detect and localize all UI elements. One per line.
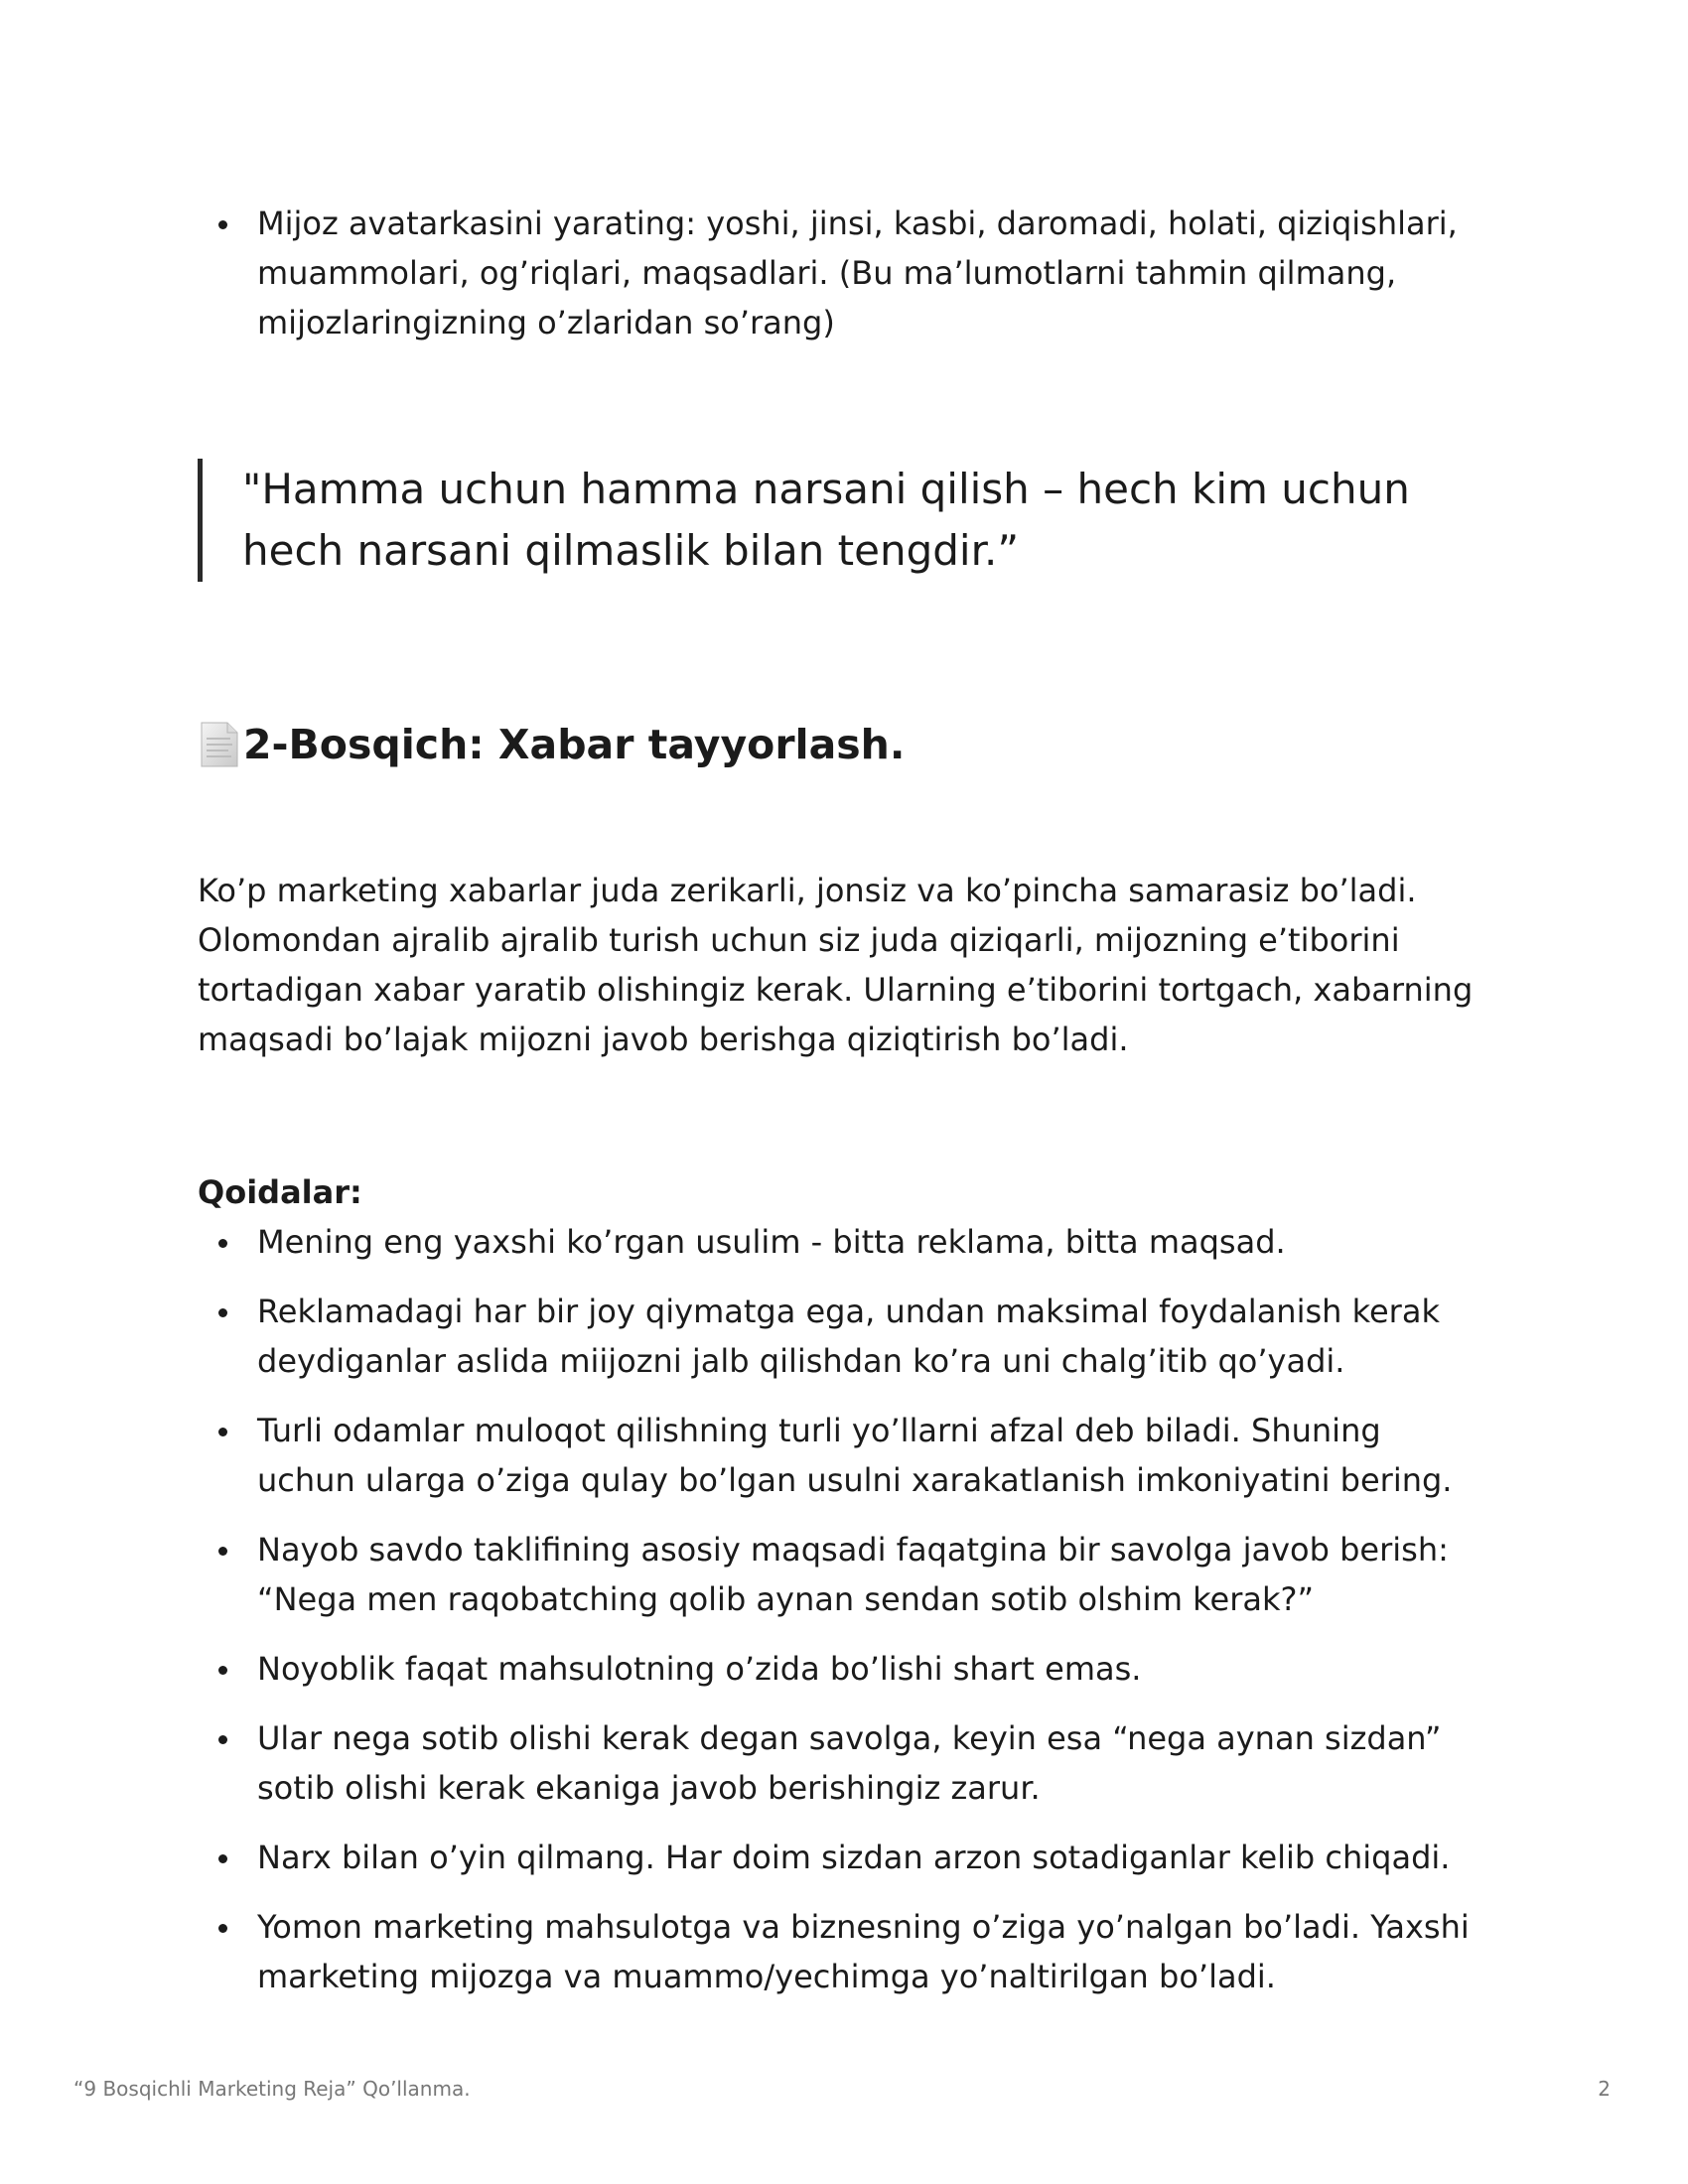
intro-bullet-list [198,199,1478,347]
document-icon [198,720,241,769]
block-quote: "Hamma uchun hamma narsani qilish – hech kim uchun hech narsani qilmaslik bilan tengdir.” [198,459,1414,582]
section-heading-text: 2-Bosqich: Xabar tayyorlash. [243,721,906,768]
list-item: Turli odamlar muloqot qilishning turli yo’llarni afzal deb biladi. Shuning uchun ularga o’ziga qulay bo’lgan usulni xarakatlanish imkoniyatini bering. [198,1406,1478,1505]
list-item: Reklamadagi har bir joy qiymatga ega, undan maksimal foydalanish kerak deydiganlar aslida miijozni jalb qilishdan ko’ra uni chalg’itib qo’yadi. [198,1287,1478,1386]
page-content [198,199,1478,2021]
list-item: Noyoblik faqat mahsulotning o’zida bo’lishi shart emas. [198,1644,1478,1694]
list-item: Narx bilan o’yin qilmang. Har doim sizdan arzon sotadiganlar kelib chiqadi. [198,1833,1478,1882]
list-item: Ular nega sotib olishi kerak degan savolga, keyin esa “nega aynan sizdan” sotib olishi kerak ekaniga javob berishingiz zarur. [198,1713,1478,1813]
section-paragraph: Ko’p marketing xabarlar juda zerikarli, jonsiz va ko’pincha samarasiz bo’ladi. Olomondan ajralib ajralib turish uchun siz juda qiziqarli, mijozning e’tiborini tortadigan xabar yaratib olishingiz kerak. Ularning e’tiborini tortgach, xabarning maqsadi bo’lajak mijozni javob berishga qiziqtirish bo’ladi. [198,872,1474,1058]
list-item: Yomon marketing mahsulotga va biznesning o’ziga yo’nalgan bo’ladi. Yaxshi marketing mijozga va muammo/yechimga yo’naltirilgan bo’ladi. [198,1902,1478,2001]
list-item: Nayob savdo taklifining asosiy maqsadi faqatgina bir savolga javob berish: “Nega men raqobatching qolib aynan sendan sotib olshim kerak?” [198,1525,1478,1624]
page-number: 2 [1598,2077,1611,2101]
footer-title: “9 Bosqichli Marketing Reja” Qo’llanma. [73,2077,471,2101]
section-heading [198,715,1478,774]
list-item: Mening eng yaxshi ko’rgan usulim - bitta reklama, bitta maqsad. [198,1217,1478,1267]
list-item: Mijoz avatarkasini yarating: yoshi, jinsi, kasbi, daromadi, holati, qiziqishlari, muammolari, og’riqlari, maqsadlari. (Bu ma’lumotlarni tahmin qilmang, mijozlaringizning o’zlaridan so’rang) [198,199,1478,347]
rules-title: Qoidalar: [198,1173,362,1211]
rules-list [198,1217,1478,2001]
